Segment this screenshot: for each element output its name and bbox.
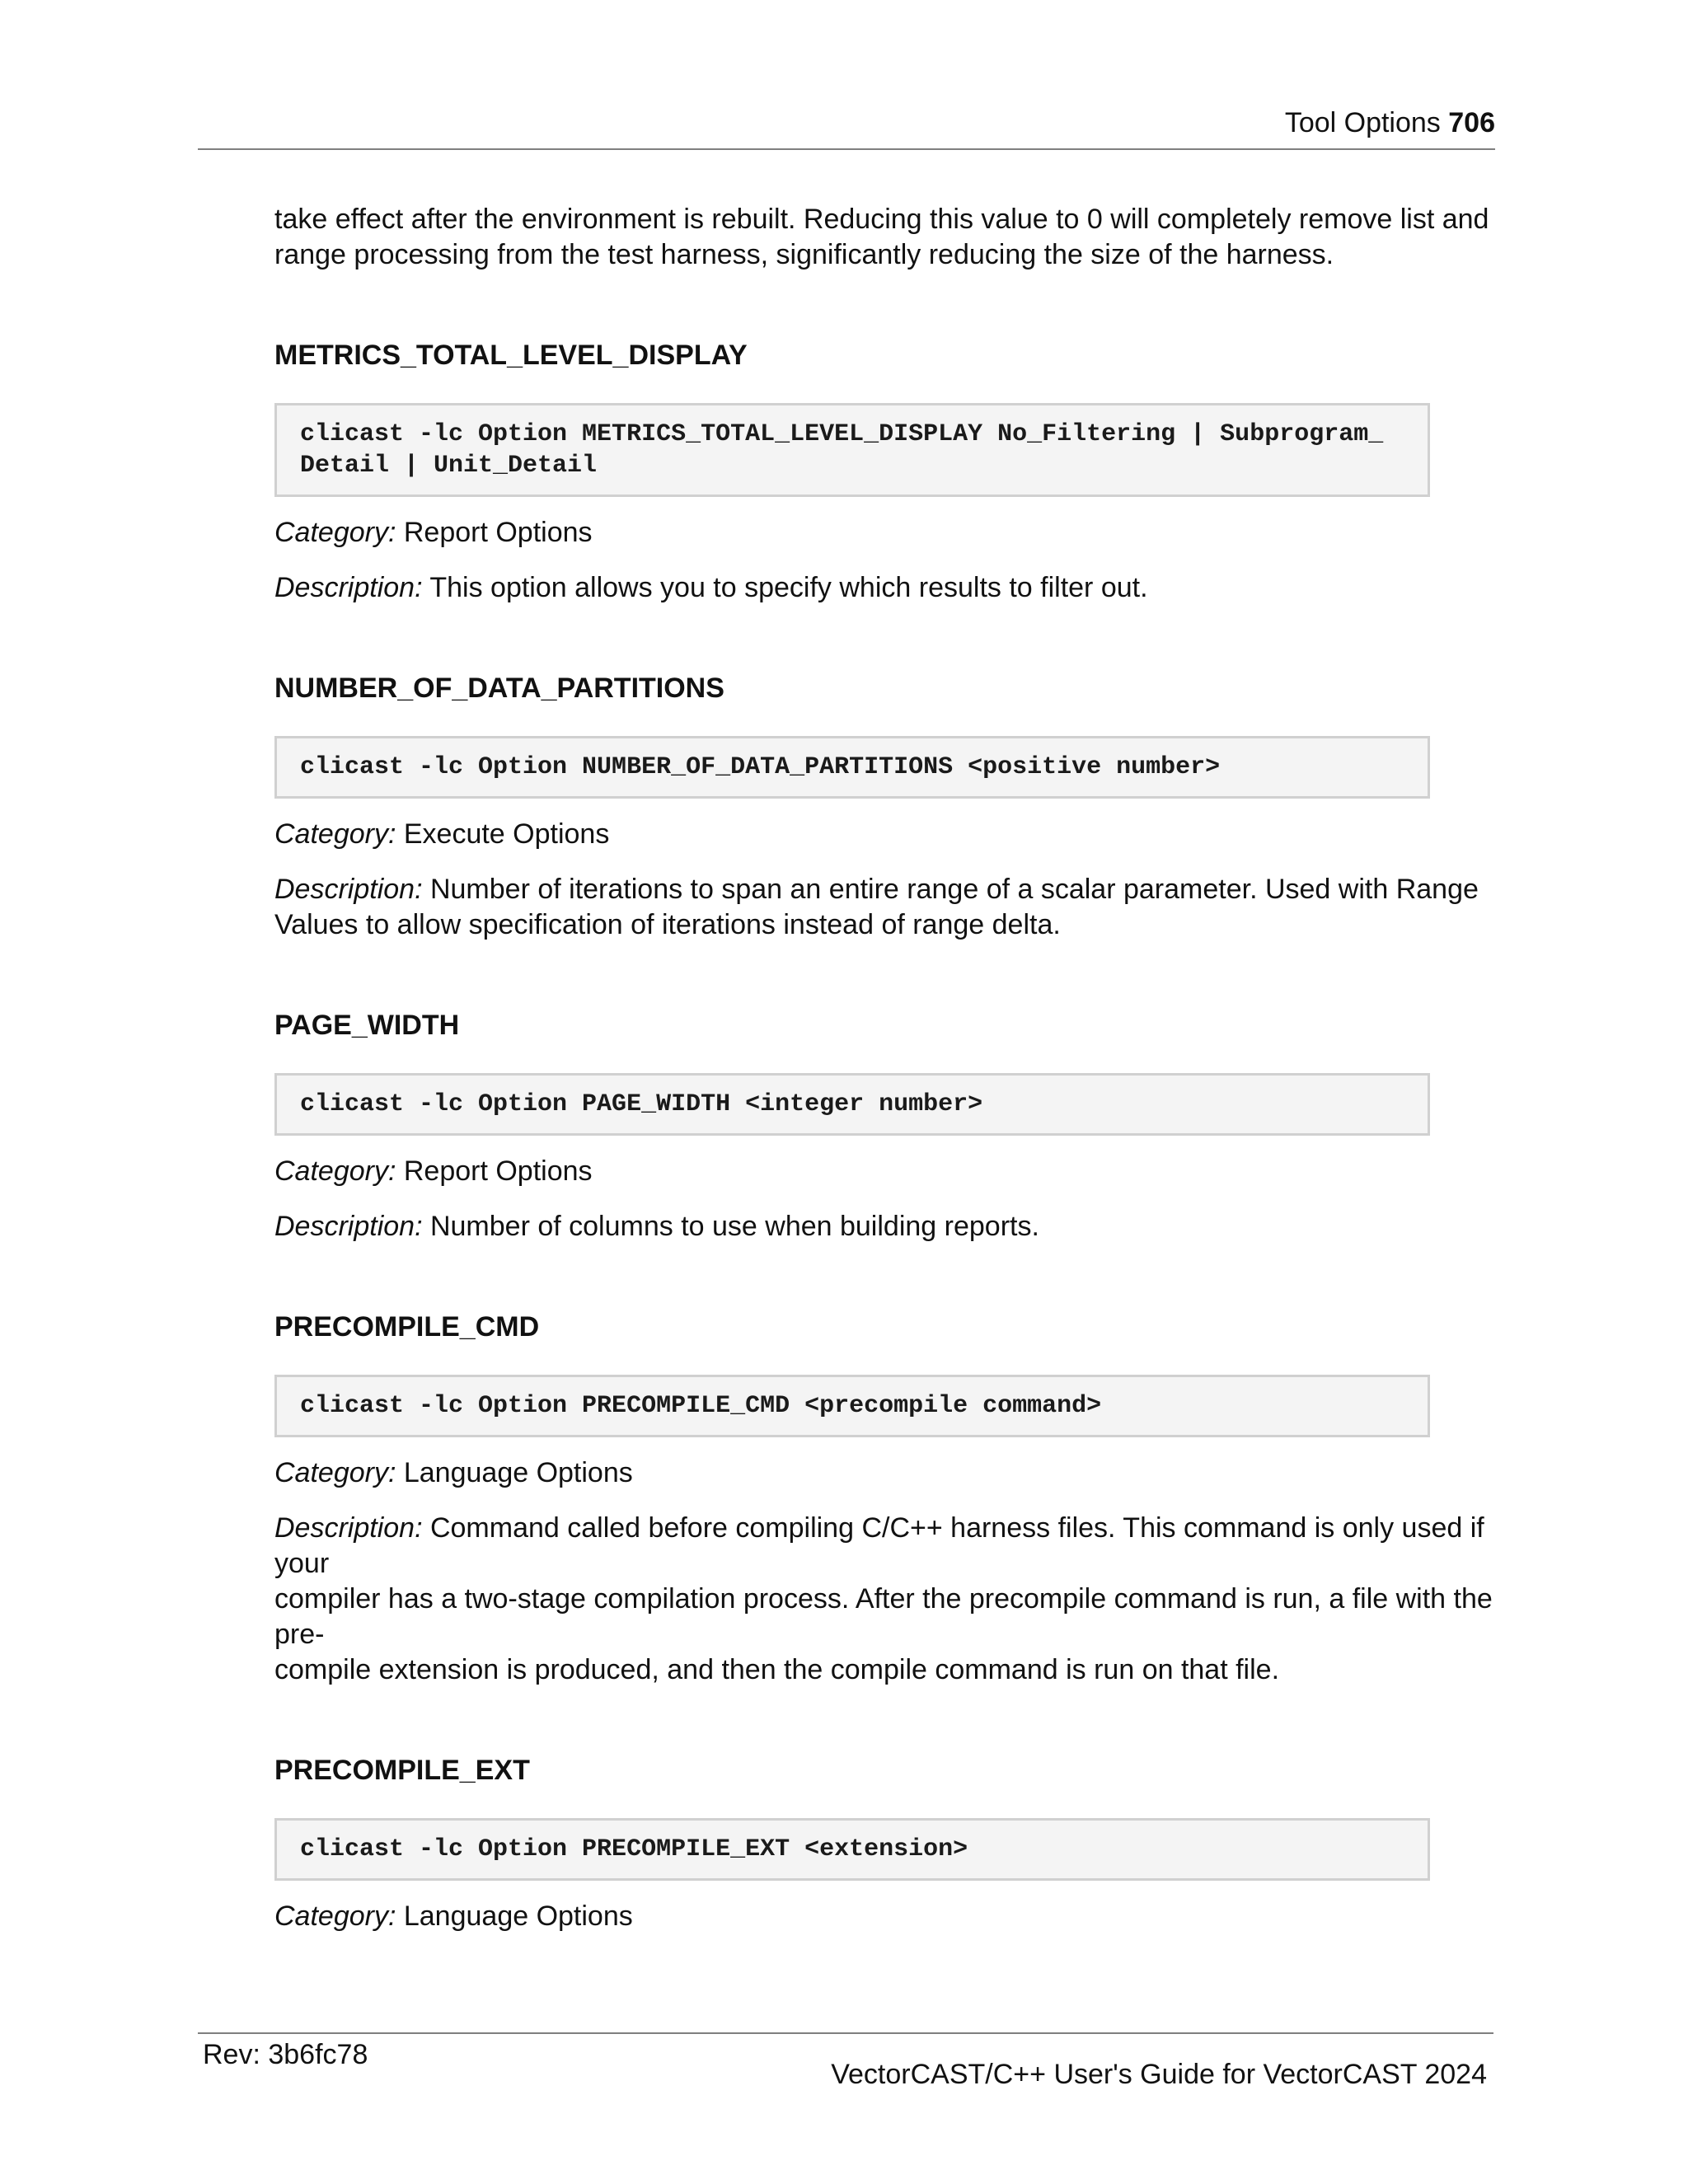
option-heading: METRICS_TOTAL_LEVEL_DISPLAY [274, 340, 748, 371]
category-line [274, 1455, 1503, 1491]
option-section-precompile-ext [274, 1754, 1503, 1934]
command-line: clicast -lc Option NUMBER_OF_DATA_PARTITIONS <positive number> [300, 753, 1221, 781]
option-section-metrics-total-level-display [274, 339, 1503, 606]
category-value: Language Options [403, 1900, 633, 1932]
category-line [274, 1154, 1503, 1189]
description-text: compiler has a two-stage compilation process. After the precompile command is run, a file with the pre- [274, 1583, 1493, 1650]
description-text: Command called before compiling C/C++ harness files. This command is only used if your [274, 1512, 1484, 1579]
revision-label: Rev: 3b6fc78 [203, 2039, 368, 2070]
running-header [1285, 107, 1495, 139]
intro-line: range processing from the test harness, significantly reducing the size of the harness. [274, 239, 1334, 270]
category-label: Category: [274, 1457, 396, 1488]
command-code-block [274, 1375, 1430, 1437]
command-line: clicast -lc Option PAGE_WIDTH <integer number> [300, 1090, 983, 1118]
intro-line: take effect after the environment is rebuilt. Reducing this value to 0 will completely remove list and [274, 204, 1489, 235]
option-heading: PAGE_WIDTH [274, 1010, 460, 1041]
description-paragraph [274, 1209, 1503, 1244]
category-label: Category: [274, 1900, 396, 1932]
option-heading: PRECOMPILE_EXT [274, 1755, 530, 1786]
command-code-block [274, 736, 1430, 799]
category-value: Language Options [403, 1457, 633, 1488]
command-code-block [274, 1818, 1430, 1881]
command-line: Detail | Unit_Detail [300, 452, 598, 480]
command-code-block [274, 403, 1430, 497]
page-header [198, 99, 1495, 150]
guide-title: VectorCAST/C++ User's Guide for VectorCAST 2024 [831, 2059, 1487, 2090]
category-label: Category: [274, 517, 396, 548]
description-text: compile extension is produced, and then the compile command is run on that file. [274, 1654, 1280, 1685]
description-label: Description: [274, 1512, 423, 1544]
category-label: Category: [274, 818, 396, 850]
category-line [274, 817, 1503, 852]
option-heading: NUMBER_OF_DATA_PARTITIONS [274, 673, 724, 704]
description-text: This option allows you to specify which results to filter out. [429, 572, 1148, 603]
category-value: Execute Options [403, 818, 610, 850]
description-paragraph [274, 570, 1503, 606]
description-label: Description: [274, 572, 423, 603]
category-line [274, 1899, 1503, 1934]
option-heading: PRECOMPILE_CMD [274, 1311, 540, 1343]
option-section-page-width [274, 1009, 1503, 1244]
command-line: clicast -lc Option PRECOMPILE_CMD <precompile command> [300, 1392, 1102, 1420]
description-label: Description: [274, 1211, 423, 1242]
description-text: Number of columns to use when building reports. [429, 1211, 1039, 1242]
category-label: Category: [274, 1155, 396, 1187]
category-value: Report Options [403, 517, 593, 548]
section-title: Tool Options [1284, 107, 1441, 138]
category-line [274, 515, 1503, 551]
category-value: Report Options [403, 1155, 593, 1187]
command-code-block [274, 1073, 1430, 1136]
intro-paragraph [274, 202, 1503, 273]
option-section-precompile-cmd [274, 1310, 1503, 1688]
description-label: Description: [274, 874, 423, 905]
page-footer [198, 2032, 1493, 2090]
description-paragraph [274, 872, 1503, 943]
description-text: Number of iterations to span an entire range of a scalar parameter. Used with Range [429, 874, 1479, 905]
page-number: 706 [1448, 107, 1495, 138]
command-line: clicast -lc Option METRICS_TOTAL_LEVEL_DISPLAY No_Filtering | Subprogram_ [300, 420, 1384, 448]
command-line: clicast -lc Option PRECOMPILE_EXT <extension> [300, 1835, 968, 1863]
description-paragraph [274, 1511, 1503, 1688]
option-section-number-of-data-partitions [274, 672, 1503, 943]
description-text: Values to allow specification of iterations instead of range delta. [274, 909, 1061, 940]
page-content [274, 202, 1503, 1934]
